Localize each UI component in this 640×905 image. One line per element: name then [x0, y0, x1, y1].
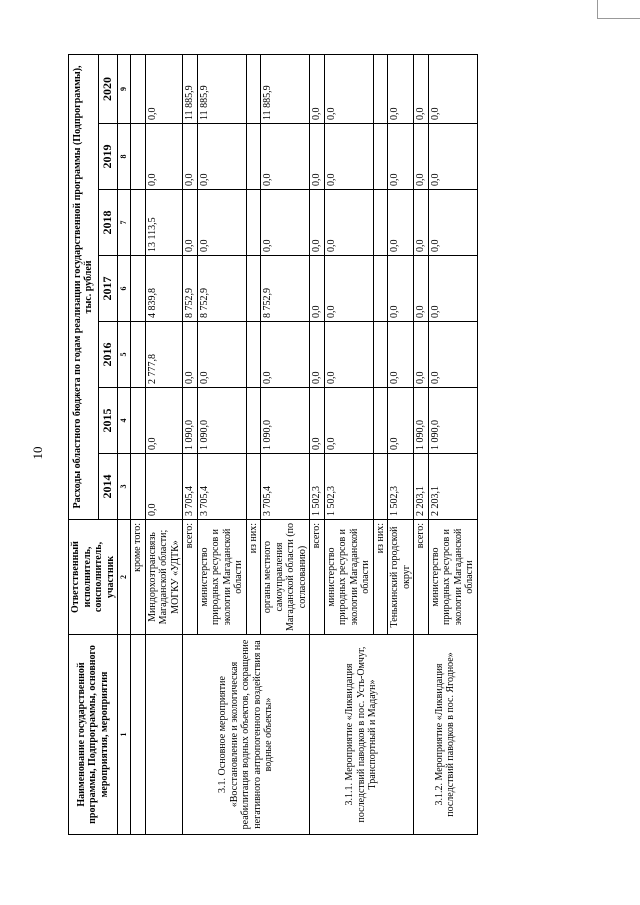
row-value [131, 190, 146, 256]
row-value: 0,0 [261, 190, 310, 256]
row-responsible: кроме того: [131, 520, 146, 635]
row-value [246, 388, 261, 454]
row-value [131, 454, 146, 520]
column-number: 7 [118, 190, 131, 256]
header-year: 2017 [98, 256, 117, 322]
row-responsible: министерство природных ресурсов и экологии Магаданской области [428, 520, 477, 635]
row-value [131, 54, 146, 123]
row-value: 3 705,4 [183, 454, 198, 520]
row-value: 0,0 [388, 388, 414, 454]
row-value: 0,0 [145, 454, 183, 520]
row-value: 0,0 [388, 124, 414, 190]
row-value [246, 256, 261, 322]
row-name: 3.1. Основное мероприятие «Восстановление и экологическая реабилитация водных объектов, сокращение негативного антропогенного воздействия на водные объекты» [183, 635, 310, 835]
row-value: 0,0 [310, 54, 325, 123]
row-value: 0,0 [414, 124, 429, 190]
row-value: 1 090,0 [414, 388, 429, 454]
table-row [183, 54, 198, 834]
row-value [373, 124, 388, 190]
table-row [131, 54, 146, 834]
row-value: 0,0 [145, 124, 183, 190]
row-value: 0,0 [324, 54, 373, 123]
row-value: 0,0 [324, 388, 373, 454]
row-value: 2 203,1 [414, 454, 429, 520]
row-responsible: из них: [246, 520, 261, 635]
header-year: 2018 [98, 190, 117, 256]
row-value: 0,0 [388, 54, 414, 123]
row-value: 0,0 [414, 54, 429, 123]
row-value [373, 54, 388, 123]
row-value: 0,0 [388, 190, 414, 256]
header-year: 2014 [98, 454, 117, 520]
row-name: 3.1.2. Мероприятие «Ликвидация последствий паводков в пос. Ягодное» [414, 635, 478, 835]
row-value: 0,0 [310, 388, 325, 454]
row-value: 2 777,8 [145, 322, 183, 388]
page-number: 10 [30, 446, 45, 460]
row-value: 1 090,0 [261, 388, 310, 454]
row-value: 0,0 [183, 322, 198, 388]
row-value [373, 256, 388, 322]
row-responsible: Тенькинский городской округ [388, 520, 414, 635]
row-value: 0,0 [414, 256, 429, 322]
row-value: 0,0 [324, 124, 373, 190]
row-value: 0,0 [310, 124, 325, 190]
budget-table [68, 54, 478, 835]
row-value: 11 885,9 [197, 54, 246, 123]
row-value: 11 885,9 [261, 54, 310, 123]
column-number: 4 [118, 388, 131, 454]
row-value [373, 322, 388, 388]
row-responsible: всего: [414, 520, 429, 635]
row-value [131, 256, 146, 322]
row-value: 0,0 [197, 322, 246, 388]
row-responsible: органы местного самоуправления Магаданской области (по согласованию) [261, 520, 310, 635]
row-value: 0,0 [197, 124, 246, 190]
row-value [246, 124, 261, 190]
row-value: 0,0 [310, 322, 325, 388]
row-value: 0,0 [261, 322, 310, 388]
header-year: 2015 [98, 388, 117, 454]
row-value: 0,0 [261, 124, 310, 190]
row-value: 0,0 [414, 322, 429, 388]
row-value [373, 454, 388, 520]
row-value: 0,0 [324, 190, 373, 256]
row-name [131, 635, 146, 835]
row-value: 11 885,9 [183, 54, 198, 123]
column-number: 6 [118, 256, 131, 322]
row-name: 3.1.1. Мероприятие «Ликвидация последствий паводков в пос. Усть-Омчуг, Транспортный и Мадаун» [310, 635, 414, 835]
row-responsible: из них: [373, 520, 388, 635]
row-value: 0,0 [145, 388, 183, 454]
row-value [373, 388, 388, 454]
row-value: 8 752,9 [197, 256, 246, 322]
row-value [373, 190, 388, 256]
row-value: 3 705,4 [197, 454, 246, 520]
row-value: 0,0 [428, 322, 477, 388]
row-value: 1 090,0 [428, 388, 477, 454]
header-year: 2019 [98, 124, 117, 190]
corner-mark [597, 0, 640, 19]
column-number: 5 [118, 322, 131, 388]
header-year: 2020 [98, 54, 117, 123]
row-value [131, 124, 146, 190]
table-row [414, 54, 429, 834]
rotated-table-container [68, 55, 588, 835]
row-value: 0,0 [428, 190, 477, 256]
row-value [246, 454, 261, 520]
row-value: 0,0 [414, 190, 429, 256]
row-value: 0,0 [310, 256, 325, 322]
row-value: 4 839,8 [145, 256, 183, 322]
row-value: 1 502,3 [388, 454, 414, 520]
row-value [246, 322, 261, 388]
row-value: 0,0 [428, 124, 477, 190]
row-value: 1 502,3 [324, 454, 373, 520]
row-value [131, 322, 146, 388]
row-value: 0,0 [310, 190, 325, 256]
row-value [246, 54, 261, 123]
row-value: 0,0 [428, 54, 477, 123]
row-value: 1 502,3 [310, 454, 325, 520]
table-row [310, 54, 325, 834]
row-value: 1 090,0 [197, 388, 246, 454]
row-value: 8 752,9 [261, 256, 310, 322]
row-responsible: всего: [183, 520, 198, 635]
row-value: 3 705,4 [261, 454, 310, 520]
row-responsible: министерство природных ресурсов и экологии Магаданской области [197, 520, 246, 635]
row-value: 0,0 [324, 322, 373, 388]
row-responsible: Миндорхозтрансвязь Магаданской области; МОГКУ «УДТК» [145, 520, 183, 635]
row-value: 8 752,9 [183, 256, 198, 322]
row-value: 0,0 [183, 124, 198, 190]
row-value [246, 190, 261, 256]
table-row [145, 54, 183, 834]
column-number: 3 [118, 454, 131, 520]
row-value: 0,0 [324, 256, 373, 322]
row-value: 1 090,0 [183, 388, 198, 454]
row-value: 13 113,5 [145, 190, 183, 256]
row-responsible: всего: [310, 520, 325, 635]
row-value: 0,0 [388, 322, 414, 388]
column-number: 8 [118, 124, 131, 190]
row-value: 2 203,1 [428, 454, 477, 520]
header-responsible: Ответственный исполнитель, соисполнитель, участник [69, 520, 118, 635]
row-value: 0,0 [197, 190, 246, 256]
row-name [145, 635, 183, 835]
row-value: 0,0 [145, 54, 183, 123]
row-responsible: министерство природных ресурсов и экологии Магаданской области [324, 520, 373, 635]
row-value: 0,0 [388, 256, 414, 322]
column-number: 9 [118, 54, 131, 123]
header-name: Наименование государственной программы, Подпрограммы, основного мероприятия, мероприятия [69, 635, 118, 835]
column-number: 2 [118, 520, 131, 635]
row-value: 0,0 [183, 190, 198, 256]
row-value: 0,0 [428, 256, 477, 322]
row-value [131, 388, 146, 454]
header-expenses: Расходы областного бюджета по годам реализации государственной программы (Подпрограммы), тыс. рублей [69, 54, 99, 519]
column-number: 1 [118, 635, 131, 835]
header-year: 2016 [98, 322, 117, 388]
